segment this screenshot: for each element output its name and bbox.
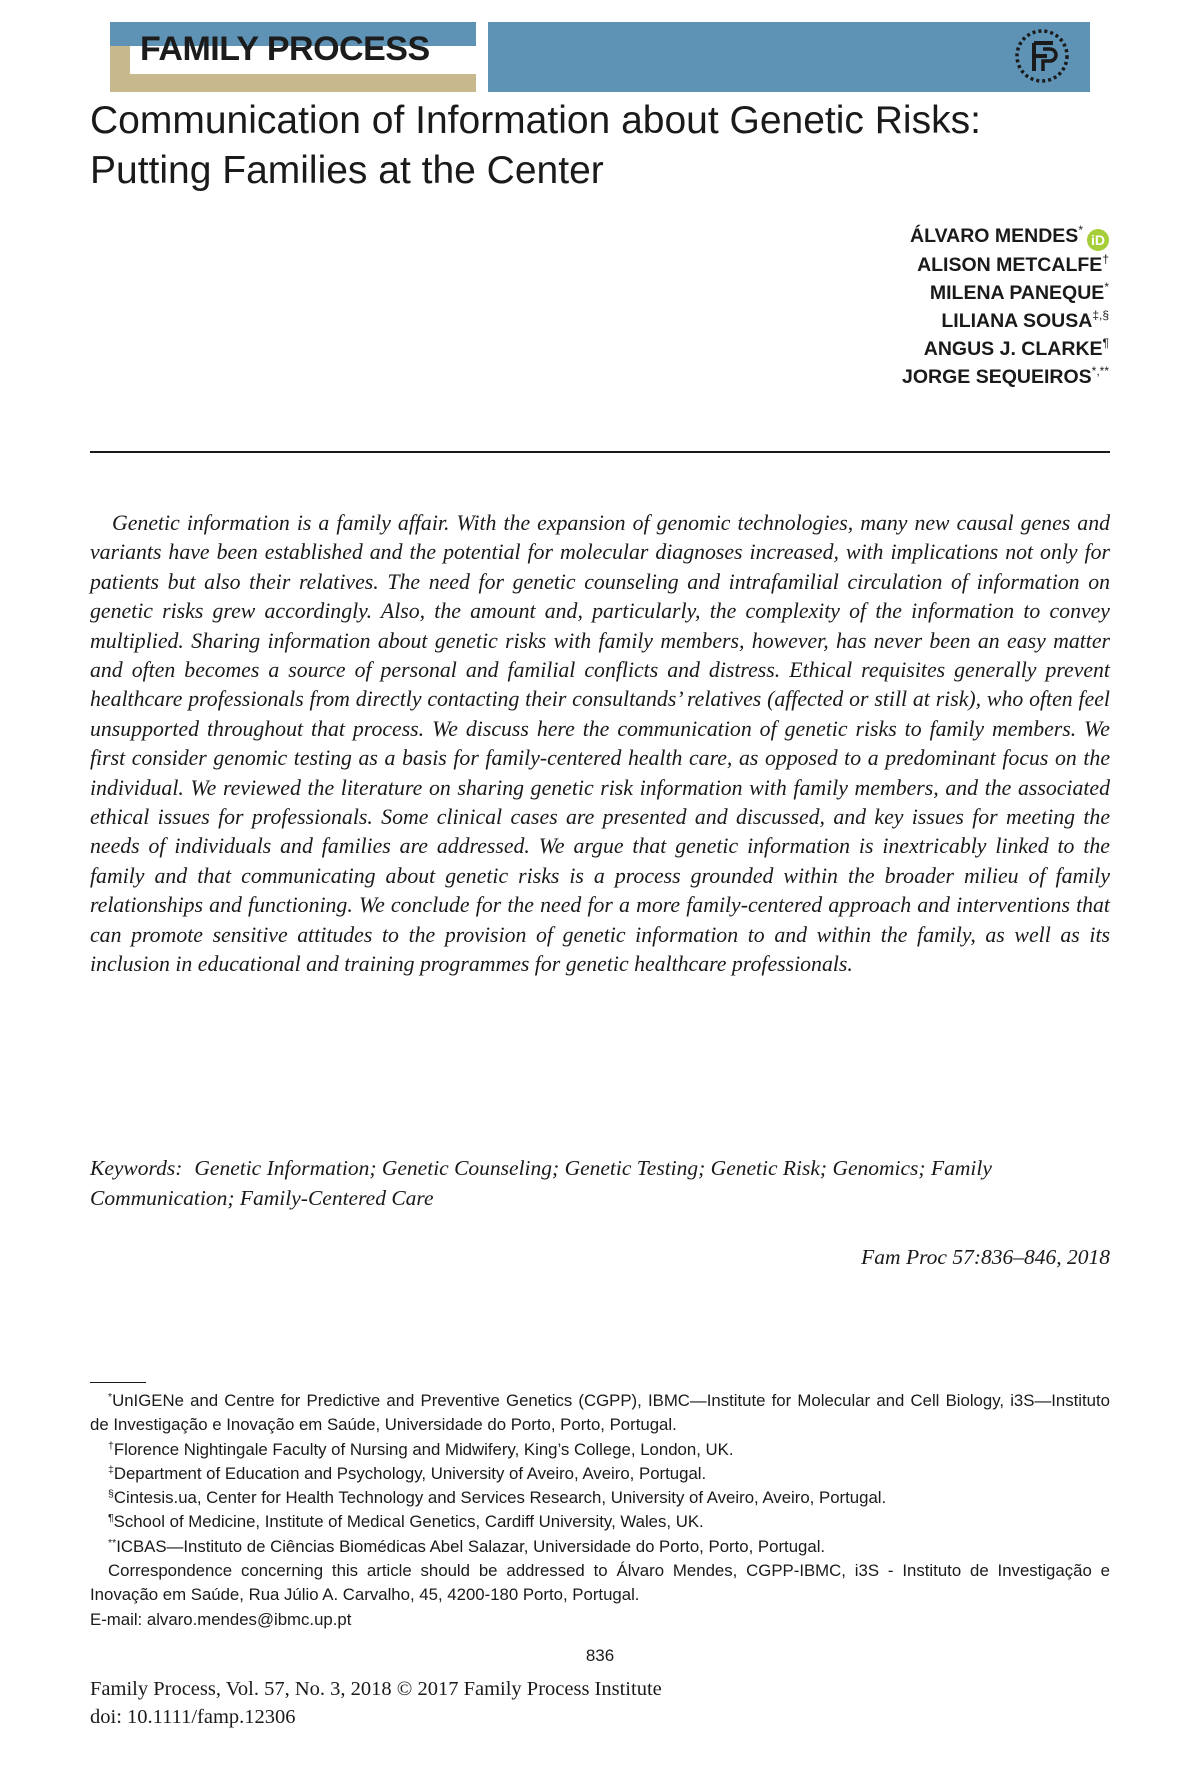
header-divider bbox=[90, 451, 1110, 453]
keywords-list: Genetic Information; Genetic Counseling; Genetic Testing; Genetic Risk; Genomics; Family Communication; Family-Centered Care bbox=[90, 1156, 992, 1210]
author bbox=[902, 335, 1109, 363]
footnote-mark: ¶ bbox=[108, 1512, 114, 1525]
footnote-text: Florence Nightingale Faculty of Nursing and Midwifery, King’s College, London, UK. bbox=[113, 1439, 734, 1459]
correspondence-note: Correspondence concerning this article should be addressed to Álvaro Mendes, CGPP-IBMC, i3S - Instituto de Investigação e Inovação em Saúde, Rua Júlio A. Carvalho, 45, 4200-180 Porto, Portugal. bbox=[90, 1561, 1110, 1605]
footnote bbox=[90, 1438, 1110, 1462]
author-name: ANGUS J. CLARKE bbox=[923, 338, 1103, 360]
abstract: Genetic information is a family affair. With the expansion of genomic technologies, many new causal genes and variants have been established and the potential for molecular diagnoses increased, with implications not only for patients but also their relatives. The need for genetic counseling and intrafamilial circulation of information on genetic risks grew accordingly. Also, the amount and, particularly, the complexity of the information to convey multiplied. Sharing information about genetic risks with family members, however, has never been an easy matter and often becomes a source of personal and familial conflicts and distress. Ethical requisites generally prevent healthcare professionals from directly contacting their consultands’ relatives (affected or still at risk), who often feel unsupported throughout that process. We discuss here the communication of genetic risks to family members. We first consider genomic testing as a basis for family-centered health care, as opposed to a predominant focus on the individual. We reviewed the literature on sharing genetic risk information with family members, and the associated ethical issues for professionals. Some clinical cases are presented and discussed, and key issues for meeting the needs of individuals and families are addressed. We argue that genetic information is inextricably linked to the family and that communicating about genetic risks is a process grounded within the broader milieu of family relationships and functioning. We conclude for the need for a more family-centered approach and interventions that can promote sensitive attitudes to the provision of genetic information to and within the family, as well as its inclusion in educational and training programmes for genetic healthcare professionals. bbox=[90, 511, 1110, 977]
page-number: 836 bbox=[585, 1646, 615, 1665]
author-mark: † bbox=[1102, 252, 1109, 266]
orcid-icon[interactable]: iD bbox=[1087, 229, 1109, 251]
citation: Fam Proc 57:836–846, 2018 bbox=[861, 1245, 1110, 1269]
footnote-text: Cintesis.ua, Center for Health Technology and Services Research, University of Aveiro, Aveiro, Portugal. bbox=[113, 1488, 887, 1508]
family-process-seal-icon bbox=[1013, 27, 1071, 85]
title-line: Putting Families at the Center bbox=[90, 149, 604, 192]
title-line: Communication of Information about Genetic Risks: bbox=[90, 99, 981, 142]
footnotes bbox=[90, 1389, 1110, 1632]
footnote-mark: ‡ bbox=[108, 1463, 114, 1476]
author-mark: ¶ bbox=[1102, 336, 1109, 350]
footer-doi[interactable]: doi: 10.1111/famp.12306 bbox=[90, 1706, 296, 1728]
journal-name: FAMILY PROCESS bbox=[140, 30, 430, 68]
footnote bbox=[90, 1486, 1110, 1510]
author-mark: *,** bbox=[1091, 364, 1109, 378]
author bbox=[902, 222, 1109, 251]
footnote-mark: ** bbox=[108, 1536, 117, 1549]
author-name: LILIANA SOUSA bbox=[941, 310, 1093, 332]
footnote-text: UnIGENe and Centre for Predictive and Preventive Genetics (CGPP), IBMC—Institute for Molecular and Cell Biology, i3S—Instituto de Investigação e Inovação em Saúde, Universidade do Porto, Porto, Portugal. bbox=[90, 1391, 1110, 1435]
footnote bbox=[90, 1389, 1110, 1438]
footnote bbox=[90, 1462, 1110, 1486]
author-name: MILENA PANEQUE bbox=[929, 282, 1105, 304]
footnote bbox=[90, 1510, 1110, 1534]
author-mark: * bbox=[1078, 223, 1083, 237]
author-mark: ‡,§ bbox=[1092, 308, 1109, 322]
keywords bbox=[90, 1154, 1110, 1213]
author-name: JORGE SEQUEIROS bbox=[902, 366, 1092, 388]
author bbox=[902, 363, 1109, 391]
footnote-text: School of Medicine, Institute of Medical Genetics, Cardiff University, Wales, UK. bbox=[113, 1512, 704, 1532]
footnote bbox=[90, 1535, 1110, 1559]
author-list bbox=[902, 222, 1109, 391]
author-mark: * bbox=[1104, 280, 1109, 294]
author-name: ALISON METCALFE bbox=[917, 254, 1103, 276]
header-banner-blue bbox=[488, 22, 1090, 92]
footnote-mark: * bbox=[108, 1391, 113, 1403]
author bbox=[902, 279, 1109, 307]
author-name: ÁLVARO MENDES bbox=[910, 225, 1079, 247]
footer-issue-line: Family Process, Vol. 57, No. 3, 2018 © 2017 Family Process Institute bbox=[90, 1678, 662, 1700]
footnote-divider bbox=[90, 1382, 146, 1383]
correspondence-email[interactable]: E-mail: alvaro.mendes@ibmc.up.pt bbox=[90, 1609, 352, 1629]
footnote-text: ICBAS—Instituto de Ciências Biomédicas Abel Salazar, Universidade do Porto, Porto, Portugal. bbox=[116, 1536, 826, 1556]
keywords-label: Keywords: bbox=[90, 1156, 183, 1180]
footnote-mark: § bbox=[108, 1488, 114, 1501]
article-title bbox=[90, 96, 1110, 196]
author bbox=[902, 307, 1109, 335]
author bbox=[902, 251, 1109, 279]
footnote-mark: † bbox=[108, 1439, 114, 1452]
footnote-text: Department of Education and Psychology, University of Aveiro, Aveiro, Portugal. bbox=[113, 1463, 707, 1483]
